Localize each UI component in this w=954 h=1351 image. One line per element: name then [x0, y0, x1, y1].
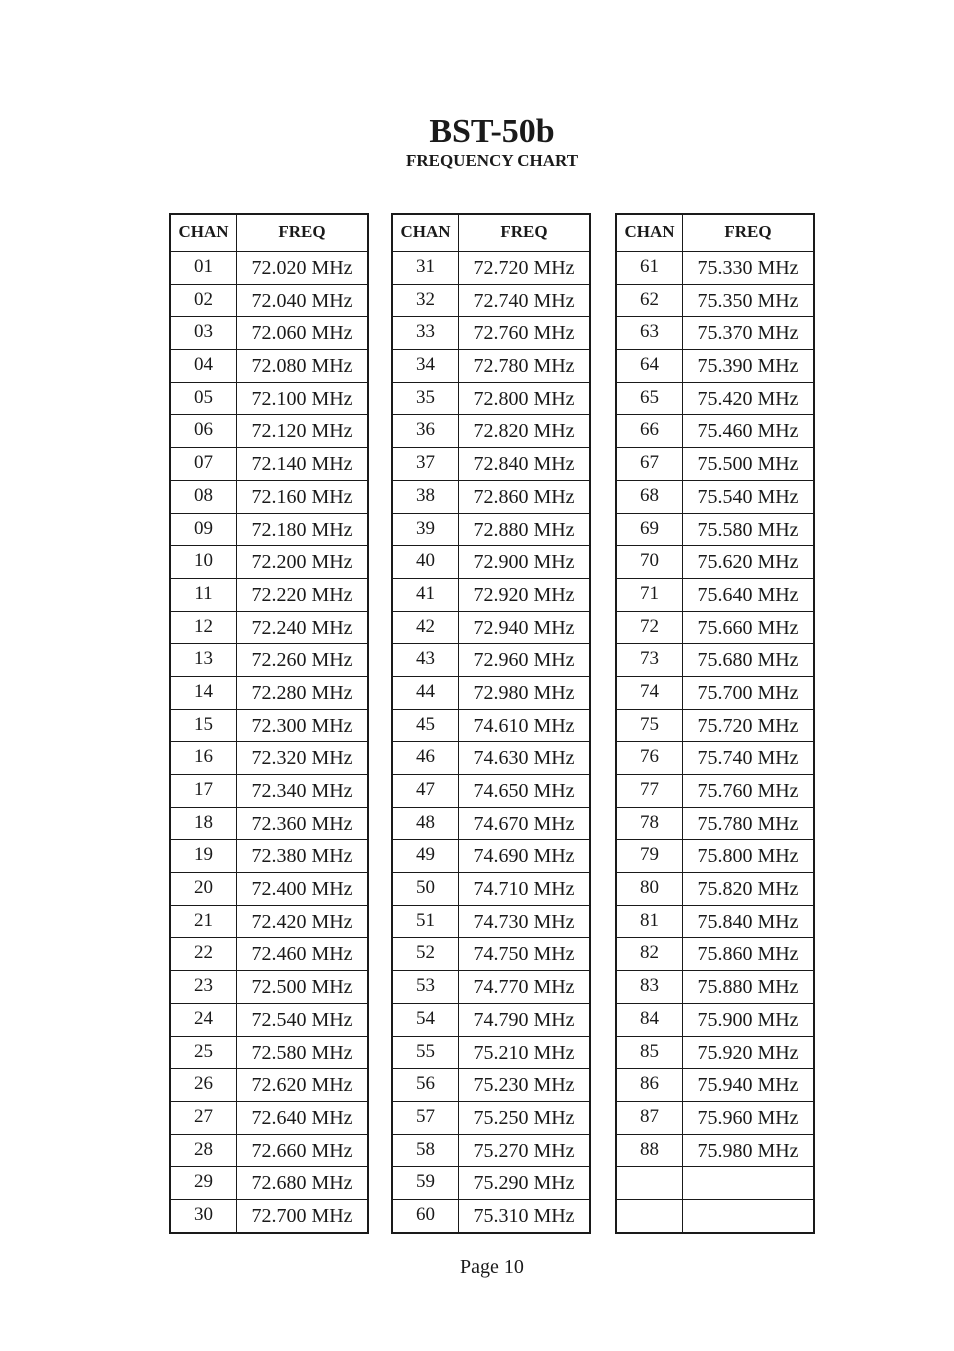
channel-cell: 87 — [617, 1102, 683, 1134]
table-row — [171, 1068, 367, 1101]
frequency-cell — [683, 1167, 813, 1199]
table-row — [617, 1101, 813, 1134]
channel-cell: 17 — [171, 775, 237, 807]
channel-cell: 83 — [617, 971, 683, 1003]
table-row — [171, 1101, 367, 1134]
channel-cell: 55 — [393, 1037, 459, 1069]
channel-cell: 48 — [393, 808, 459, 840]
frequency-cell: 72.320 MHz — [251, 747, 353, 770]
frequency-cell: 72.140 MHz — [251, 453, 353, 476]
frequency-cell: 75.900 MHz — [697, 1008, 799, 1031]
frequency-cell: 75.920 MHz — [697, 1041, 799, 1064]
table-row — [617, 643, 813, 676]
channel-cell: 58 — [393, 1135, 459, 1167]
frequency-cell: 75.210 MHz — [473, 1041, 575, 1064]
table-row — [617, 1003, 813, 1036]
table-row — [617, 872, 813, 905]
channel-cell: 09 — [171, 514, 237, 546]
table-row — [393, 349, 589, 382]
table-row — [393, 480, 589, 513]
frequency-cell — [683, 1200, 813, 1232]
channel-cell: 36 — [393, 415, 459, 447]
channel-cell: 05 — [171, 383, 237, 415]
header-freq: FREQ — [500, 222, 548, 241]
frequency-cell: 74.630 MHz — [473, 747, 575, 770]
channel-cell: 35 — [393, 383, 459, 415]
channel-cell: 78 — [617, 808, 683, 840]
frequency-cell: 72.180 MHz — [251, 518, 353, 541]
frequency-cell: 72.220 MHz — [251, 583, 353, 606]
frequency-cell: 72.460 MHz — [251, 943, 353, 966]
frequency-cell: 75.680 MHz — [697, 649, 799, 672]
channel-cell: 15 — [171, 710, 237, 742]
table-row — [171, 1036, 367, 1069]
frequency-cell: 72.200 MHz — [251, 551, 353, 574]
channel-cell: 14 — [171, 677, 237, 709]
table-row — [171, 872, 367, 905]
frequency-cell: 75.940 MHz — [697, 1074, 799, 1097]
channel-cell: 71 — [617, 579, 683, 611]
channel-cell: 16 — [171, 742, 237, 774]
table-row — [617, 970, 813, 1003]
table-row — [171, 382, 367, 415]
channel-cell: 65 — [617, 383, 683, 415]
table-row — [171, 251, 367, 284]
channel-cell: 22 — [171, 938, 237, 970]
channel-cell: 28 — [171, 1135, 237, 1167]
frequency-cell: 72.100 MHz — [251, 387, 353, 410]
frequency-cell: 75.540 MHz — [697, 485, 799, 508]
frequency-cell: 72.960 MHz — [473, 649, 575, 672]
frequency-cell: 75.880 MHz — [697, 976, 799, 999]
channel-cell: 12 — [171, 612, 237, 644]
channel-cell: 84 — [617, 1004, 683, 1036]
table-row — [171, 741, 367, 774]
frequency-cell: 75.230 MHz — [473, 1074, 575, 1097]
channel-cell: 26 — [171, 1069, 237, 1101]
frequency-cell: 72.280 MHz — [251, 681, 353, 704]
table-row — [617, 1036, 813, 1069]
frequency-cell: 72.660 MHz — [251, 1139, 353, 1162]
frequency-cell: 72.700 MHz — [251, 1204, 353, 1227]
channel-cell: 77 — [617, 775, 683, 807]
channel-cell: 50 — [393, 873, 459, 905]
table-row — [617, 1166, 813, 1199]
table-row — [393, 1134, 589, 1167]
table-row — [171, 349, 367, 382]
table-row — [171, 316, 367, 349]
table-row — [393, 774, 589, 807]
channel-cell: 20 — [171, 873, 237, 905]
frequency-cell: 72.540 MHz — [251, 1008, 353, 1031]
channel-cell: 54 — [393, 1004, 459, 1036]
frequency-cell: 75.330 MHz — [697, 257, 799, 279]
table-header-row — [393, 215, 589, 251]
table-row — [393, 839, 589, 872]
channel-cell: 66 — [617, 415, 683, 447]
table-row — [393, 741, 589, 774]
frequency-cell: 75.270 MHz — [473, 1139, 575, 1162]
channel-cell: 33 — [393, 317, 459, 349]
page-title: BST-50b — [429, 113, 555, 150]
table-row — [393, 578, 589, 611]
frequency-cell: 72.360 MHz — [251, 812, 353, 835]
channel-cell: 10 — [171, 546, 237, 578]
frequency-cell: 72.820 MHz — [473, 420, 575, 443]
table-row — [393, 643, 589, 676]
page-number: Page 10 — [460, 1256, 524, 1278]
table-row — [617, 807, 813, 840]
table-row — [171, 611, 367, 644]
channel-cell: 52 — [393, 938, 459, 970]
frequency-cell: 74.690 MHz — [473, 845, 575, 868]
table-row — [617, 349, 813, 382]
channel-cell: 24 — [171, 1004, 237, 1036]
table-row — [171, 905, 367, 938]
channel-cell: 76 — [617, 742, 683, 774]
table-row — [617, 709, 813, 742]
frequency-cell: 72.380 MHz — [251, 845, 353, 868]
table-row — [617, 839, 813, 872]
channel-cell: 18 — [171, 808, 237, 840]
channel-cell — [617, 1200, 683, 1232]
frequency-cell: 72.840 MHz — [473, 453, 575, 476]
frequency-cell: 72.620 MHz — [251, 1074, 353, 1097]
frequency-cell: 72.640 MHz — [251, 1106, 353, 1129]
table-row — [617, 316, 813, 349]
channel-cell: 30 — [171, 1200, 237, 1232]
frequency-cell: 75.310 MHz — [473, 1204, 575, 1227]
table-row — [393, 676, 589, 709]
frequency-cell: 74.670 MHz — [473, 812, 575, 835]
table-row — [617, 414, 813, 447]
table-row — [393, 1166, 589, 1199]
table-row — [617, 774, 813, 807]
channel-cell: 08 — [171, 481, 237, 513]
header-chan: CHAN — [171, 215, 237, 251]
table-row — [393, 447, 589, 480]
table-row — [171, 676, 367, 709]
channel-cell: 01 — [171, 252, 237, 284]
channel-cell: 46 — [393, 742, 459, 774]
frequency-cell: 75.960 MHz — [697, 1106, 799, 1129]
channel-cell: 47 — [393, 775, 459, 807]
frequency-cell: 72.120 MHz — [251, 420, 353, 443]
frequency-table-column-1 — [169, 213, 369, 1234]
channel-cell: 07 — [171, 448, 237, 480]
frequency-cell: 72.260 MHz — [251, 649, 353, 672]
channel-cell: 03 — [171, 317, 237, 349]
channel-cell: 61 — [617, 252, 683, 284]
channel-cell: 85 — [617, 1037, 683, 1069]
channel-cell: 13 — [171, 644, 237, 676]
frequency-cell: 72.920 MHz — [473, 583, 575, 606]
channel-cell: 06 — [171, 415, 237, 447]
channel-cell: 60 — [393, 1200, 459, 1232]
frequency-cell: 75.840 MHz — [697, 910, 799, 933]
frequency-cell: 72.720 MHz — [473, 257, 575, 279]
frequency-cell: 72.860 MHz — [473, 485, 575, 508]
channel-cell: 25 — [171, 1037, 237, 1069]
channel-cell: 75 — [617, 710, 683, 742]
table-row — [617, 676, 813, 709]
table-row — [617, 545, 813, 578]
table-row — [393, 937, 589, 970]
frequency-cell: 72.300 MHz — [251, 714, 353, 737]
frequency-table-column-2 — [391, 213, 591, 1234]
frequency-cell: 75.660 MHz — [697, 616, 799, 639]
table-row — [171, 1134, 367, 1167]
frequency-cell: 74.770 MHz — [473, 976, 575, 999]
frequency-cell: 75.740 MHz — [697, 747, 799, 770]
channel-cell: 21 — [171, 906, 237, 938]
table-row — [171, 937, 367, 970]
table-row — [171, 414, 367, 447]
channel-cell: 34 — [393, 350, 459, 382]
table-row — [171, 1199, 367, 1232]
header-freq: FREQ — [724, 222, 772, 241]
channel-cell: 39 — [393, 514, 459, 546]
channel-cell: 63 — [617, 317, 683, 349]
table-row — [393, 284, 589, 317]
channel-cell: 44 — [393, 677, 459, 709]
frequency-cell: 72.880 MHz — [473, 518, 575, 541]
frequency-cell: 75.350 MHz — [697, 289, 799, 312]
table-row — [617, 741, 813, 774]
frequency-cell: 72.040 MHz — [251, 289, 353, 312]
table-row — [171, 643, 367, 676]
channel-cell: 04 — [171, 350, 237, 382]
frequency-cell: 72.980 MHz — [473, 681, 575, 704]
table-row — [617, 284, 813, 317]
channel-cell: 32 — [393, 285, 459, 317]
frequency-cell: 75.720 MHz — [697, 714, 799, 737]
header-chan: CHAN — [393, 215, 459, 251]
frequency-cell: 72.420 MHz — [251, 910, 353, 933]
channel-cell: 67 — [617, 448, 683, 480]
table-row — [393, 970, 589, 1003]
channel-cell: 45 — [393, 710, 459, 742]
frequency-cell: 75.420 MHz — [697, 387, 799, 410]
channel-cell — [617, 1167, 683, 1199]
table-row — [171, 1166, 367, 1199]
channel-cell: 68 — [617, 481, 683, 513]
channel-cell: 82 — [617, 938, 683, 970]
frequency-table-column-3 — [615, 213, 815, 1234]
table-row — [393, 545, 589, 578]
frequency-cell: 72.080 MHz — [251, 355, 353, 378]
table-row — [393, 414, 589, 447]
table-row — [617, 480, 813, 513]
frequency-cell: 72.240 MHz — [251, 616, 353, 639]
channel-cell: 57 — [393, 1102, 459, 1134]
table-row — [393, 905, 589, 938]
frequency-cell: 75.800 MHz — [697, 845, 799, 868]
table-row — [393, 1036, 589, 1069]
table-row — [171, 578, 367, 611]
frequency-cell: 75.460 MHz — [697, 420, 799, 443]
frequency-cell: 72.780 MHz — [473, 355, 575, 378]
channel-cell: 49 — [393, 840, 459, 872]
table-row — [617, 1068, 813, 1101]
table-row — [617, 578, 813, 611]
channel-cell: 56 — [393, 1069, 459, 1101]
table-row — [171, 447, 367, 480]
header-chan: CHAN — [617, 215, 683, 251]
channel-cell: 02 — [171, 285, 237, 317]
channel-cell: 11 — [171, 579, 237, 611]
frequency-cell: 75.580 MHz — [697, 518, 799, 541]
frequency-cell: 72.400 MHz — [251, 878, 353, 901]
channel-cell: 27 — [171, 1102, 237, 1134]
frequency-cell: 72.020 MHz — [251, 257, 353, 279]
table-row — [171, 545, 367, 578]
frequency-cell: 74.610 MHz — [473, 714, 575, 737]
frequency-cell: 74.790 MHz — [473, 1008, 575, 1031]
frequency-cell: 75.820 MHz — [697, 878, 799, 901]
table-row — [393, 807, 589, 840]
table-row — [171, 480, 367, 513]
header-freq: FREQ — [278, 222, 326, 241]
channel-cell: 38 — [393, 481, 459, 513]
frequency-cell: 75.370 MHz — [697, 322, 799, 345]
table-row — [393, 1101, 589, 1134]
frequency-cell: 75.290 MHz — [473, 1172, 575, 1195]
frequency-cell: 74.710 MHz — [473, 878, 575, 901]
frequency-cell: 75.250 MHz — [473, 1106, 575, 1129]
table-row — [393, 1068, 589, 1101]
table-row — [393, 251, 589, 284]
frequency-cell: 74.650 MHz — [473, 780, 575, 802]
frequency-cell: 72.500 MHz — [251, 976, 353, 999]
table-row — [393, 611, 589, 644]
channel-cell: 72 — [617, 612, 683, 644]
frequency-cell: 72.060 MHz — [251, 322, 353, 345]
frequency-cell: 72.900 MHz — [473, 551, 575, 574]
frequency-cell: 75.500 MHz — [697, 453, 799, 476]
table-row — [617, 447, 813, 480]
table-row — [617, 905, 813, 938]
page-subtitle: FREQUENCY CHART — [405, 151, 579, 170]
table-row — [617, 1134, 813, 1167]
frequency-cell: 74.730 MHz — [473, 910, 575, 933]
table-row — [171, 709, 367, 742]
table-row — [393, 1003, 589, 1036]
channel-cell: 79 — [617, 840, 683, 872]
table-row — [171, 284, 367, 317]
frequency-cell: 75.700 MHz — [697, 681, 799, 704]
frequency-cell: 75.860 MHz — [697, 943, 799, 966]
table-row — [393, 382, 589, 415]
frequency-cell: 75.760 MHz — [697, 780, 799, 802]
frequency-cell: 72.760 MHz — [473, 322, 575, 345]
channel-cell: 41 — [393, 579, 459, 611]
frequency-cell: 72.340 MHz — [251, 780, 353, 802]
frequency-cell: 74.750 MHz — [473, 943, 575, 966]
table-row — [171, 513, 367, 546]
table-row — [617, 611, 813, 644]
table-row — [393, 1199, 589, 1232]
table-row — [617, 513, 813, 546]
channel-cell: 80 — [617, 873, 683, 905]
frequency-cell: 72.680 MHz — [251, 1172, 353, 1195]
table-row — [393, 513, 589, 546]
channel-cell: 19 — [171, 840, 237, 872]
channel-cell: 23 — [171, 971, 237, 1003]
frequency-cell: 72.800 MHz — [473, 387, 575, 410]
frequency-cell: 75.780 MHz — [697, 812, 799, 835]
channel-cell: 62 — [617, 285, 683, 317]
frequency-cell: 72.160 MHz — [251, 485, 353, 508]
frequency-cell: 72.580 MHz — [251, 1041, 353, 1064]
table-row — [171, 970, 367, 1003]
table-row — [171, 839, 367, 872]
channel-cell: 88 — [617, 1135, 683, 1167]
channel-cell: 86 — [617, 1069, 683, 1101]
channel-cell: 70 — [617, 546, 683, 578]
channel-cell: 53 — [393, 971, 459, 1003]
frequency-cell: 75.640 MHz — [697, 583, 799, 606]
table-row — [617, 1199, 813, 1232]
table-row — [617, 937, 813, 970]
table-row — [617, 382, 813, 415]
table-header-row — [617, 215, 813, 251]
channel-cell: 81 — [617, 906, 683, 938]
frequency-cell: 75.390 MHz — [697, 355, 799, 378]
channel-cell: 42 — [393, 612, 459, 644]
frequency-cell: 75.620 MHz — [697, 551, 799, 574]
channel-cell: 31 — [393, 252, 459, 284]
table-row — [171, 1003, 367, 1036]
table-row — [171, 807, 367, 840]
table-row — [393, 872, 589, 905]
channel-cell: 59 — [393, 1167, 459, 1199]
channel-cell: 37 — [393, 448, 459, 480]
table-row — [171, 774, 367, 807]
frequency-cell: 72.940 MHz — [473, 616, 575, 639]
table-row — [393, 709, 589, 742]
channel-cell: 43 — [393, 644, 459, 676]
channel-cell: 51 — [393, 906, 459, 938]
channel-cell: 64 — [617, 350, 683, 382]
table-row — [617, 251, 813, 284]
table-row — [393, 316, 589, 349]
channel-cell: 29 — [171, 1167, 237, 1199]
frequency-cell: 72.740 MHz — [473, 289, 575, 312]
frequency-cell: 75.980 MHz — [697, 1139, 799, 1162]
channel-cell: 74 — [617, 677, 683, 709]
channel-cell: 73 — [617, 644, 683, 676]
channel-cell: 69 — [617, 514, 683, 546]
table-header-row — [171, 215, 367, 251]
channel-cell: 40 — [393, 546, 459, 578]
